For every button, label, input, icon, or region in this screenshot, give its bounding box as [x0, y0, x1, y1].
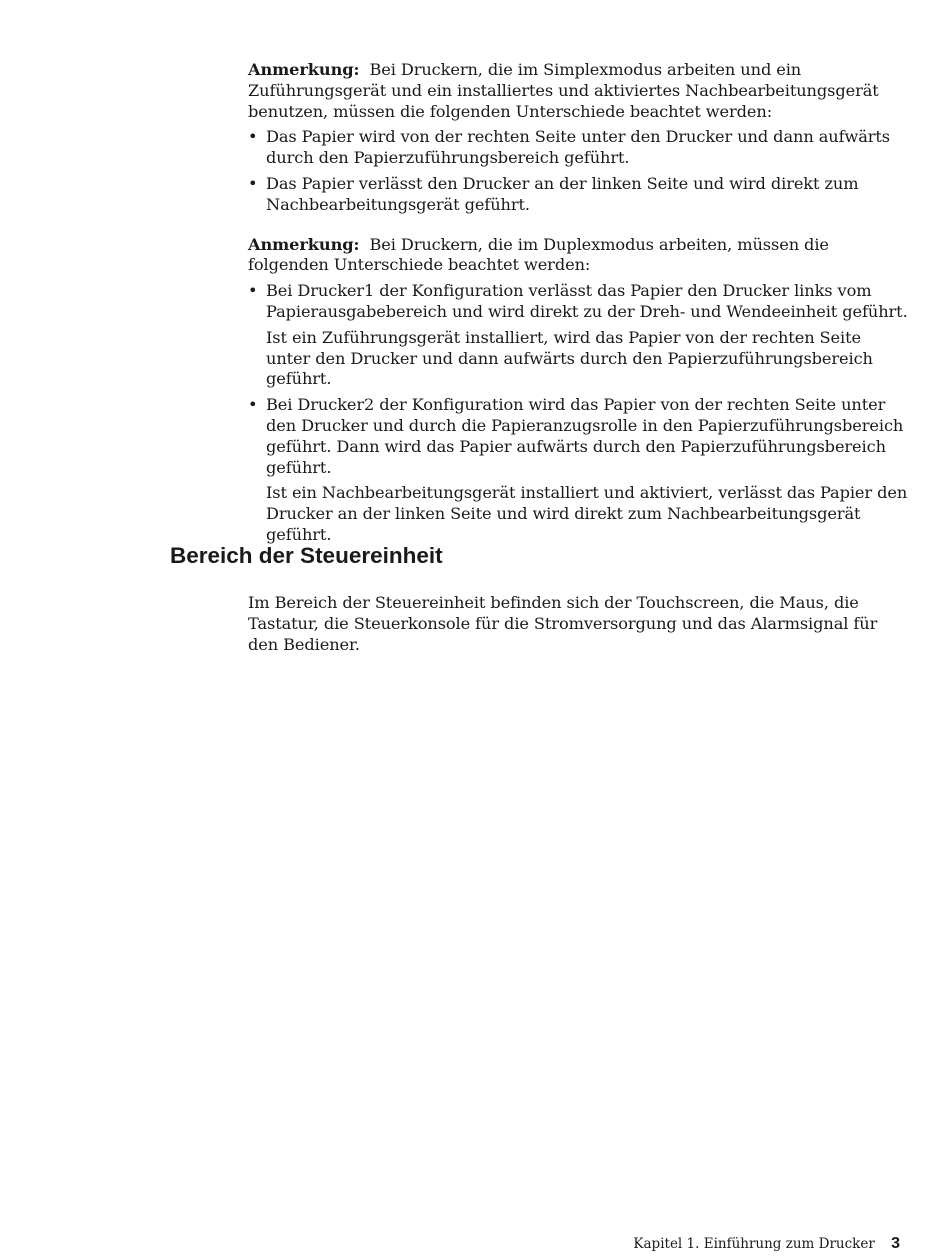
page-footer: [600, 1234, 900, 1254]
section-heading: Bereich der Steuereinheit: [170, 543, 443, 568]
note-text: Bei Druckern, die im Duplexmodus arbeiten, müssen die folgenden Unterschiede beachtet werden:: [248, 234, 829, 275]
note-simplex: [248, 60, 908, 122]
list-item: [248, 127, 908, 169]
note-duplex: [248, 235, 908, 277]
list-item: [248, 174, 908, 216]
note-label: Anmerkung:: [248, 60, 360, 79]
note-label: Anmerkung:: [248, 234, 360, 254]
duplex-bullet-list: [248, 281, 908, 546]
list-item-text: Das Papier wird von der rechten Seite unter den Drucker und dann aufwärts durch den Papierzuführungsbereich geführt.: [266, 127, 891, 168]
list-item: [248, 395, 908, 546]
section-body-text: Im Bereich der Steuereinheit befinden sich der Touchscreen, die Maus, die Tastatur, die Steuerkonsole für die Stromversorgung und das Alarmsignal für den Bediener.: [248, 593, 878, 654]
list-item-subparagraph: Ist ein Nachbearbeitungsgerät installiert und aktiviert, verlässt das Papier den Drucker an der linken Seite und wird direkt zum Nachbearbeitungsgerät geführt.: [266, 483, 908, 544]
list-item-subparagraph: Ist ein Zuführungsgerät installiert, wird das Papier von der rechten Seite unter den Drucker und dann aufwärts durch den Papierzuführungsbereich geführt.: [266, 327, 873, 389]
list-item-text: Das Papier verlässt den Drucker an der linken Seite und wird direkt zum Nachbearbeitungsgerät geführt.: [266, 173, 859, 214]
footer-chapter-title: Kapitel 1. Einführung zum Drucker: [633, 1236, 875, 1252]
list-item: [248, 281, 908, 390]
page-number: 3: [891, 1235, 900, 1252]
simplex-bullet-list: [248, 127, 908, 215]
note-text: Bei Druckern, die im Simplexmodus arbeiten und ein Zuführungsgerät und ein installiertes und aktiviertes Nachbearbeitungsgerät benutzen, müssen die folgenden Unterschiede beachtet werden:: [248, 60, 879, 121]
list-item-text: • Bei Drucker1 der Konfiguration verlässt das Papier den Drucker links vom Papierausgabebereich und wird direkt zu der Dreh- und Wendeeinheit geführt.: [266, 281, 908, 321]
main-content: [248, 60, 908, 551]
list-item-text: • Bei Drucker2 der Konfiguration wird das Papier von der rechten Seite unter den Drucker und durch die Papieranzugsrolle in den Papierzuführungsbereich geführt. Dann wird das Papier aufwärts durch den Papierzuführungsbereich geführt.: [266, 395, 904, 477]
